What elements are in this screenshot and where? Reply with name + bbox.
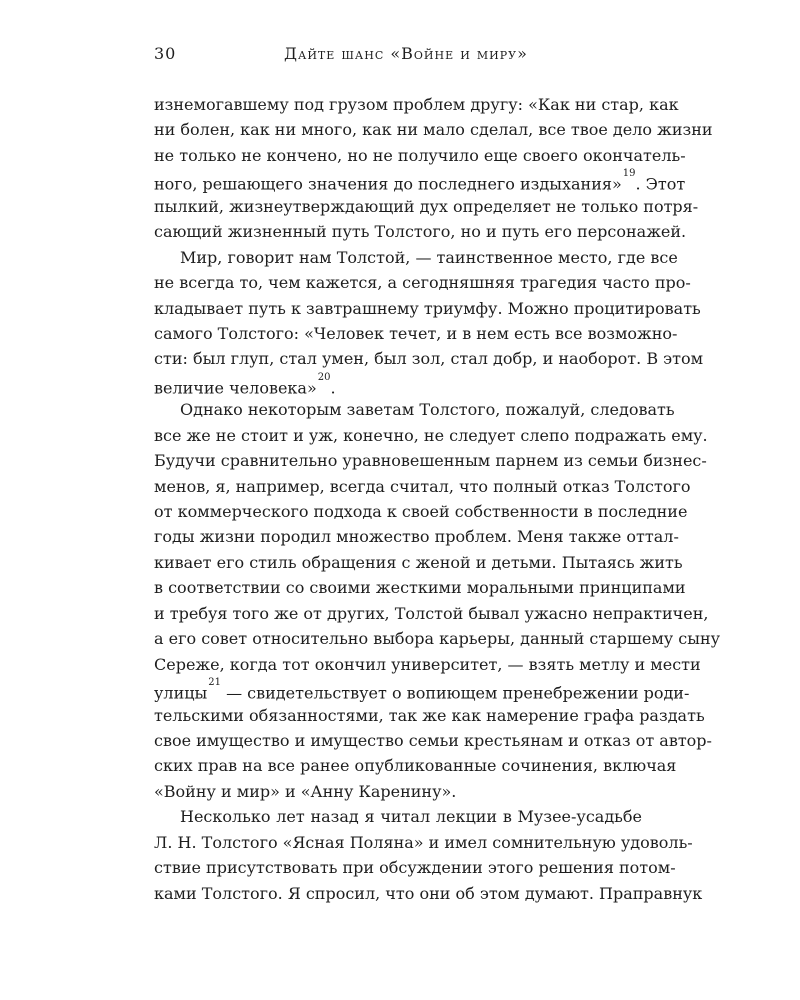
- text-line: свое имущество и имущество семьи крестьянам и отказ от автор-: [154, 730, 712, 750]
- running-header: [154, 44, 642, 72]
- text-line: годы жизни породил множество проблем. Меня также оттал-: [154, 527, 679, 547]
- text-line: все же не стоит и уж, конечно, не следует слепо подражать ему.: [154, 425, 708, 445]
- body-text: [154, 92, 721, 906]
- text-line: [154, 677, 690, 703]
- text-line: ствие присутствовать при обсуждении этого решения потом-: [154, 858, 676, 878]
- text-line: «Войну и мир» и «Анну Каренину».: [154, 781, 457, 801]
- text-line: не только не кончено, но не получило еще своего окончатель-: [154, 145, 686, 165]
- page-number: 30: [154, 44, 177, 63]
- text-line: менов, я, например, всегда считал, что полный отказ Толстого: [154, 476, 691, 496]
- text-line: и требуя того же от других, Толстой бывал ужасно непрактичен,: [154, 603, 709, 623]
- text-line: Л. Н. Толстого «Ясная Поляна» и имел сомнительную удоволь-: [154, 832, 693, 852]
- text-line: не всегда то, чем кажется, а сегодняшняя трагедия часто про-: [154, 273, 691, 293]
- text-line: Будучи сравнительно уравновешенным парнем из семьи бизнес-: [154, 451, 707, 471]
- paragraph-start-line: Мир, говорит нам Толстой, — таинственное место, где все: [180, 247, 678, 267]
- text-line: сающий жизненный путь Толстого, но и путь его персонажей.: [154, 222, 687, 242]
- text-line: Сереже, когда тот окончил университет, — взять метлу и мести: [154, 654, 701, 674]
- paragraph-start-line: Однако некоторым заветам Толстого, пожалуй, следовать: [180, 400, 675, 420]
- footnote-ref-19: 19: [622, 168, 636, 180]
- text-fragment: величие человека»: [154, 378, 317, 398]
- text-fragment: улицы: [154, 683, 208, 703]
- text-line: сти: был глуп, стал умен, был зол, стал добр, и наоборот. В этом: [154, 349, 704, 369]
- paragraph-start-line: Несколько лет назад я читал лекции в Музее-усадьбе: [180, 807, 642, 827]
- text-line: пылкий, жизнеутверждающий дух определяет не только потря-: [154, 196, 699, 216]
- footnote-ref-20: 20: [317, 371, 331, 383]
- text-line: [154, 372, 642, 397]
- text-line: а его совет относительно выбора карьеры, данный старшему сыну: [154, 629, 721, 649]
- text-fragment: . Этот: [635, 174, 686, 194]
- running-title: Дайте шанс «Войне и миру»: [284, 44, 528, 63]
- text-fragment: ного, решающего значения до последнего издыхания»: [154, 174, 622, 194]
- text-line: [154, 168, 686, 194]
- text-line: изнемогавшему под грузом проблем другу: «Как ни стар, как: [154, 95, 679, 114]
- text-line: ских прав на все ранее опубликованные сочинения, включая: [154, 756, 677, 776]
- text-line: ками Толстого. Я спросил, что они об этом думают. Праправнук: [154, 883, 703, 903]
- text-line: ни болен, как ни много, как ни мало сделал, все твое дело жизни: [154, 120, 713, 140]
- text-fragment: .: [330, 378, 336, 398]
- footnote-ref-21: 21: [208, 677, 221, 689]
- text-line: от коммерческого подхода к своей собственности в последние: [154, 502, 688, 521]
- text-line: самого Толстого: «Человек течет, и в нем есть все возможно-: [154, 323, 678, 343]
- text-line: в соответствии со своими жесткими моральными принципами: [154, 578, 686, 598]
- text-line: кивает его стиль обращения с женой и детьми. Пытаясь жить: [154, 552, 683, 572]
- text-line: кладывает путь к завтрашнему триумфу. Можно процитировать: [154, 298, 701, 318]
- text-line: тельскими обязанностями, так же как намерение графа раздать: [154, 705, 705, 725]
- text-fragment: — свидетельствует о вопиющем пренебрежении роди-: [221, 683, 690, 703]
